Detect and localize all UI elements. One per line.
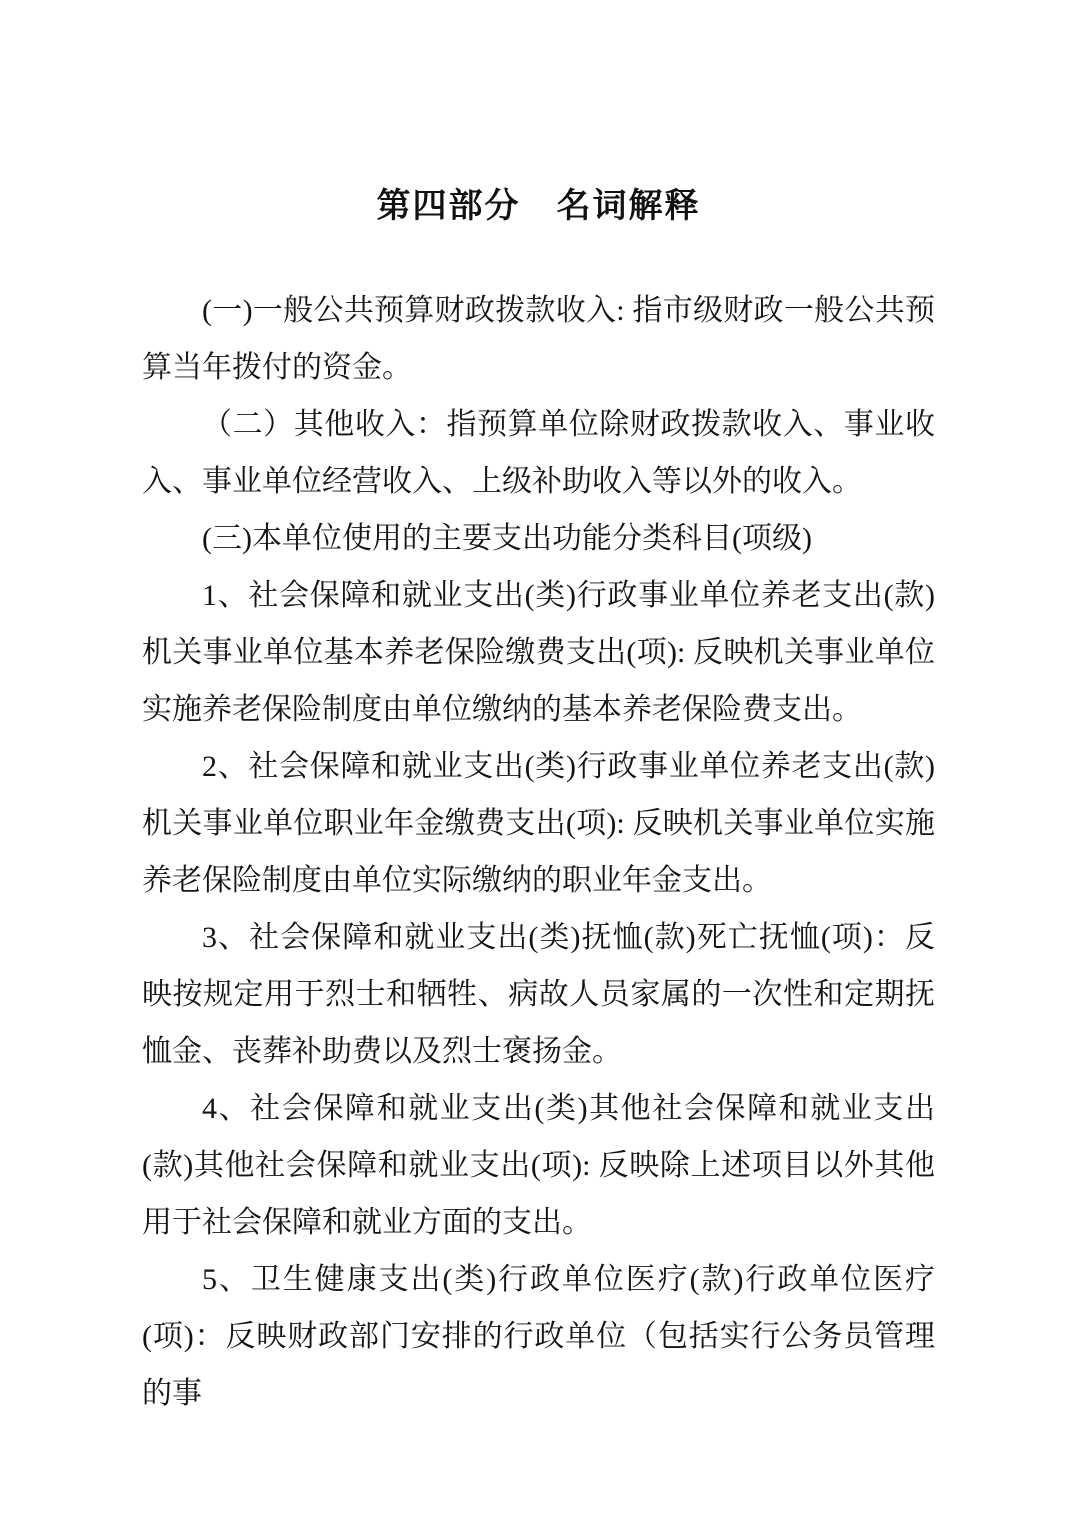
paragraph-item-2-occupational-annuity: 2、社会保障和就业支出(类)行政事业单位养老支出(款)机关事业单位职业年金缴费支出(项): 反映机关事业单位实施养老保险制度由单位实际缴纳的职业年金支出。: [142, 750, 935, 897]
paragraph-expenditure-classification-heading: (三)本单位使用的主要支出功能分类科目(项级): [202, 522, 812, 555]
document-body: [142, 282, 935, 1422]
document-title: 第四部分 名词解释: [376, 187, 701, 225]
paragraph-item-5-admin-unit-medical: 5、卫生健康支出(类)行政单位医疗(款)行政单位医疗(项)：反映财政部门安排的行政单位（包括实行公务员管理的事: [142, 1263, 935, 1410]
paragraph-item-3-death-pension: 3、社会保障和就业支出(类)抚恤(款)死亡抚恤(项)：反映按规定用于烈士和牺牲、病故人员家属的一次性和定期抚恤金、丧葬补助费以及烈士褒扬金。: [142, 921, 935, 1068]
paragraph-item-1-basic-pension: 1、社会保障和就业支出(类)行政事业单位养老支出(款)机关事业单位基本养老保险缴费支出(项): 反映机关事业单位实施养老保险制度由单位缴纳的基本养老保险费支出。: [142, 579, 935, 726]
paragraph-general-public-budget-income: (一)一般公共预算财政拨款收入: 指市级财政一般公共预算当年拨付的资金。: [142, 294, 935, 384]
paragraph-item-4-other-social-security: 4、社会保障和就业支出(类)其他社会保障和就业支出(款)其他社会保障和就业支出(项): 反映除上述项目以外其他用于社会保障和就业方面的支出。: [142, 1092, 935, 1239]
paragraph-other-income: （二）其他收入：指预算单位除财政拨款收入、事业收入、事业单位经营收入、上级补助收入等以外的收入。: [142, 408, 935, 498]
